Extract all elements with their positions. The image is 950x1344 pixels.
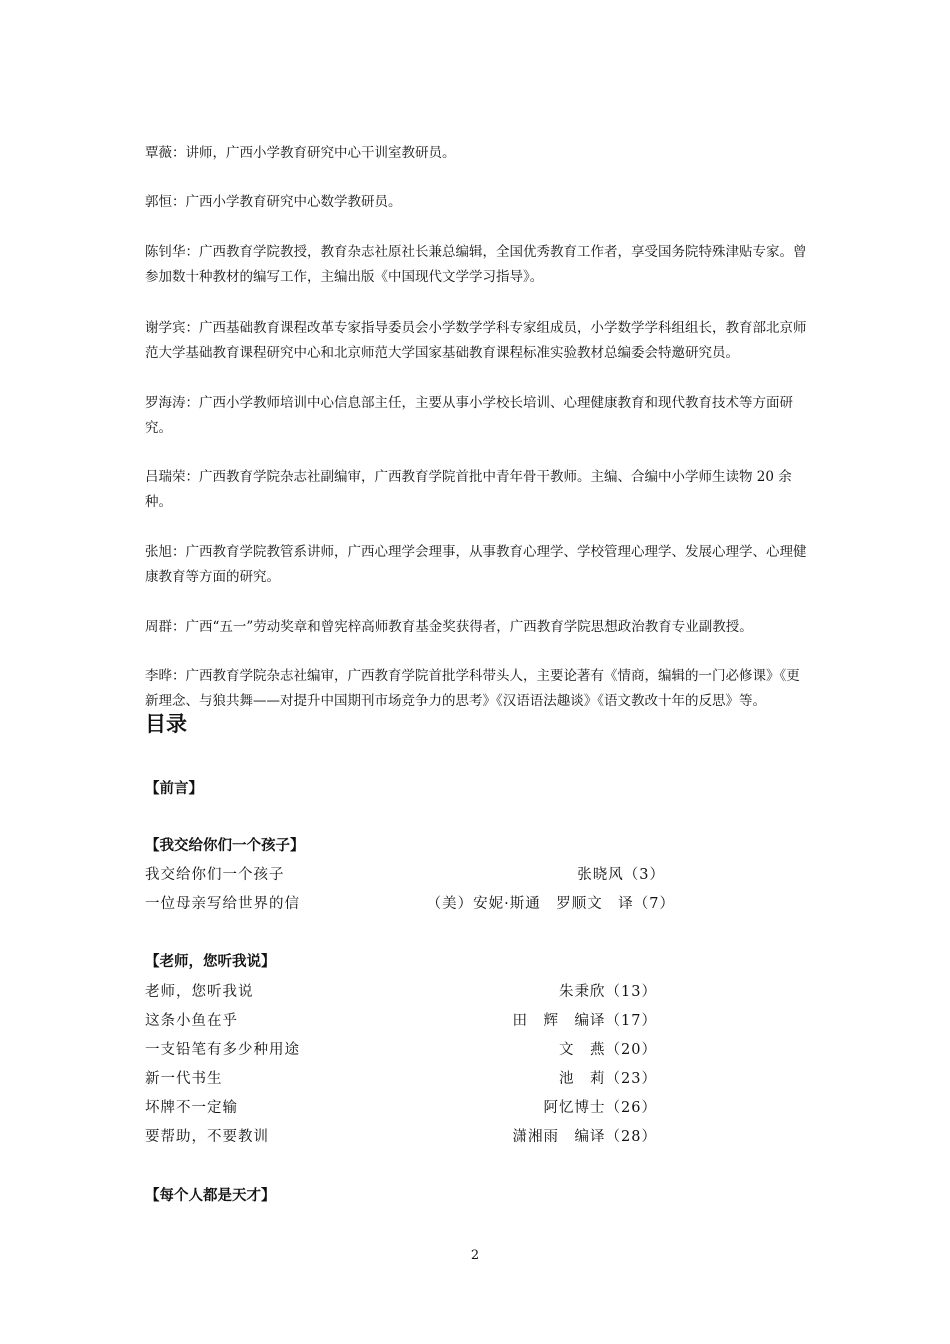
toc-entry-author-page: 潇湘雨 编译（28） [512, 1129, 657, 1145]
toc-section-heading: 【每个人都是天才】 [145, 1187, 276, 1204]
toc-entry-author-page: 阿忆博士（26） [543, 1100, 657, 1116]
toc-title: 目录 [145, 711, 187, 736]
toc-section-heading: 【老师，您听我说】 [145, 953, 276, 970]
toc-entry-title: 要帮助，不要教训 [145, 1129, 269, 1145]
toc-entry-author-page: 朱秉欣（13） [559, 984, 657, 1000]
bio-zhang-xu: 张旭：广西教育学院教管系讲师，广西心理学会理事，从事教育心理学、学校管理心理学、发展心理学、心理健康教育等方面的研究。 [145, 544, 807, 585]
bio-zhou-qun: 周群：广西“五一”劳动奖章和曾宪梓高师教育基金奖获得者，广西教育学院思想政治教育专业副教授。 [145, 619, 753, 635]
toc-entry-title: 一支铅笔有多少种用途 [145, 1042, 300, 1058]
bio-li-ye: 李晔：广西教育学院杂志社编审，广西教育学院首批学科带头人，主要论著有《情商，编辑的一门必修课》《更新理念、与狼共舞——对提升中国期刊市场竞争力的思考》《汉语语法趣谈》《语文教改十年的反思》等。 [145, 668, 800, 709]
bio-lv-ruirong: 吕瑞荣：广西教育学院杂志社副编审，广西教育学院首批中青年骨干教师。主编、合编中小学师生读物 20 余种。 [145, 469, 792, 510]
toc-entry[interactable] [145, 980, 675, 1004]
toc-entry[interactable] [145, 1038, 675, 1062]
toc-entry-title: 一位母亲写给世界的信 [145, 896, 300, 912]
bio-xie-xuebin: 谢学宾：广西基础教育课程改革专家指导委员会小学数学学科专家组成员，小学数学学科组组长，教育部北京师范大学基础教育课程研究中心和北京师范大学国家基础教育课程标准实验教材总编委会特邀研究员。 [145, 320, 807, 361]
toc-entry-title: 新一代书生 [145, 1071, 223, 1087]
toc-entry-author-page: 张晓风（3） [577, 867, 665, 883]
toc-entry[interactable] [145, 1125, 675, 1149]
toc-entry-author-page: 池 莉（23） [559, 1071, 657, 1087]
toc-entry-title: 这条小鱼在乎 [145, 1013, 238, 1029]
toc-entry-author-page: 田 辉 编译（17） [512, 1013, 657, 1029]
bio-luo-haitao: 罗海涛：广西小学教师培训中心信息部主任，主要从事小学校长培训、心理健康教育和现代教育技术等方面研究。 [145, 395, 793, 436]
toc-entry-author-page: 文 燕（20） [559, 1042, 657, 1058]
toc-entry-title: 老师，您听我说 [145, 984, 254, 1000]
toc-section-heading: 【前言】 [145, 780, 203, 797]
toc-entry[interactable] [145, 1009, 675, 1033]
bio-qin-wei: 覃薇：讲师，广西小学教育研究中心干训室教研员。 [145, 145, 456, 161]
toc-section-heading: 【我交给你们一个孩子】 [145, 837, 305, 854]
page-number: 2 [470, 1248, 480, 1263]
toc-entry[interactable] [145, 892, 675, 916]
bio-guo-heng: 郭恒：广西小学教育研究中心数学教研员。 [145, 194, 402, 210]
toc-entry[interactable] [145, 863, 675, 887]
toc-entry-title: 坏牌不一定输 [145, 1100, 238, 1116]
toc-entry[interactable] [145, 1096, 675, 1120]
toc-entry-title: 我交给你们一个孩子 [145, 867, 285, 883]
toc-entry[interactable] [145, 1067, 675, 1091]
toc-entry-author-page: （美）安妮·斯通 罗顺文 译（7） [426, 896, 675, 912]
bio-chen-zhaohua: 陈钊华：广西教育学院教授，教育杂志社原社长兼总编辑，全国优秀教育工作者，享受国务院特殊津贴专家。曾参加数十种教材的编写工作，主编出版《中国现代文学学习指导》。 [145, 244, 807, 285]
